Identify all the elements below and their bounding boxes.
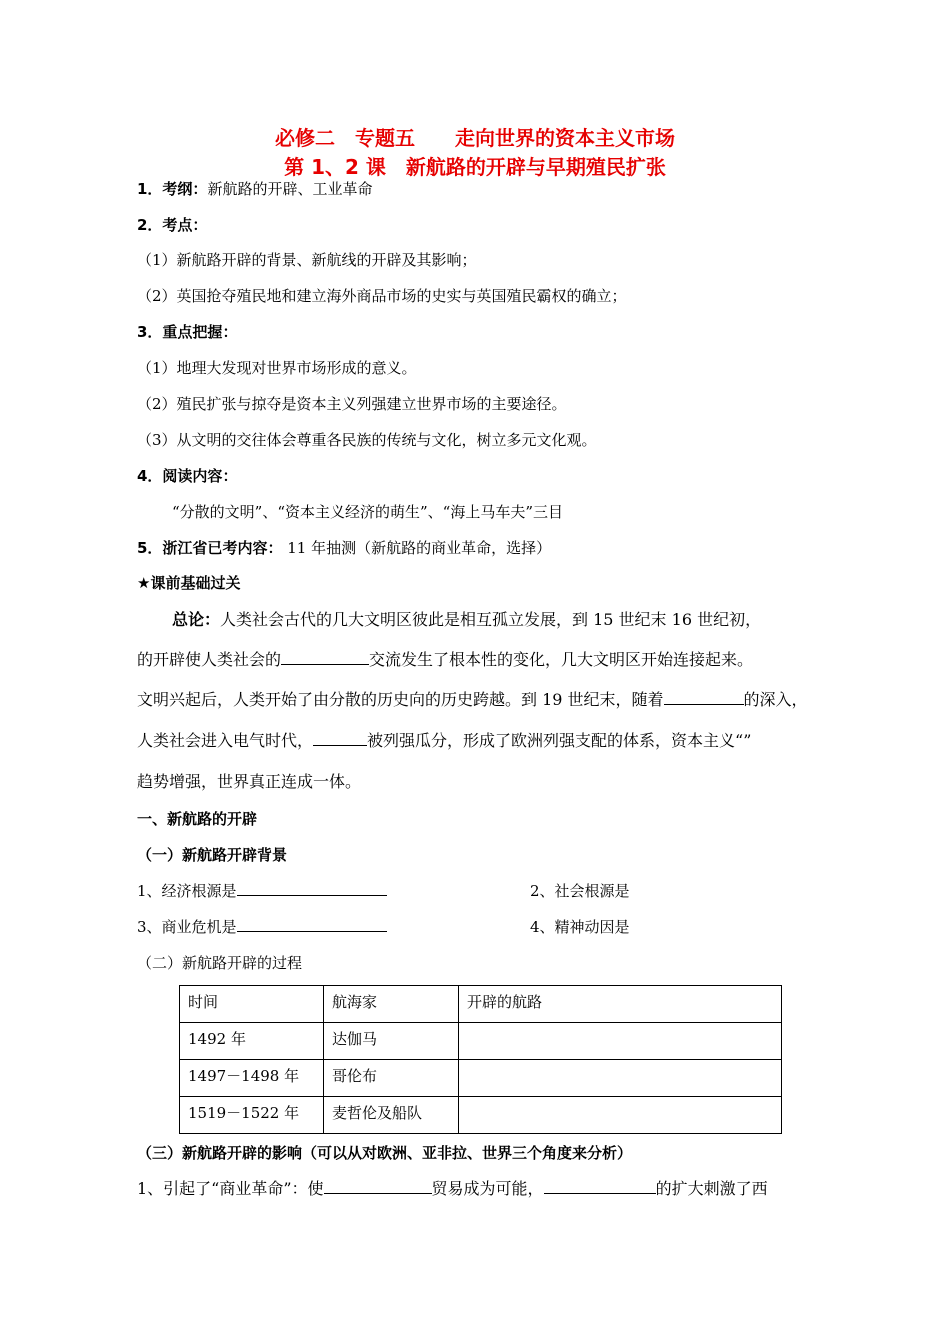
sub-1-heading: （一）新航路开辟背景 — [137, 846, 288, 864]
summary-text-4a: 人类社会进入电气时代， — [137, 731, 314, 750]
summary-text-4b: 被列强瓜分，形成了欧洲列强支配的体系，资本主义“” — [367, 731, 752, 750]
blank-field[interactable] — [281, 650, 369, 665]
section-5-text: 11 年抽测（新航路的商业革命，选择） — [287, 539, 552, 557]
summary-text-2b: 交流发生了根本性的变化，几大文明区开始连接起来。 — [369, 650, 754, 669]
section-2-label: 2．考点： — [137, 216, 208, 234]
background-item-1 — [137, 881, 387, 901]
part-1-heading: 一、新航路的开辟 — [137, 810, 258, 828]
section-5-label: 5．浙江省已考内容： — [137, 539, 283, 557]
summary-text-3b: 的深入， — [743, 690, 808, 709]
header-route: 开辟的航路 — [459, 986, 782, 1023]
section-3-item-3: （3）从文明的交往体会尊重各民族的传统与文化，树立多元文化观。 — [137, 431, 597, 449]
background-item-3-text: 3、商业危机是 — [137, 918, 237, 936]
cell-route[interactable] — [459, 1023, 782, 1060]
cell-route[interactable] — [459, 1097, 782, 1134]
sub-3-heading: （三）新航路开辟的影响（可以从对欧洲、亚非拉、世界三个角度来分析） — [137, 1144, 633, 1162]
summary-line-4 — [137, 731, 751, 751]
navigation-table — [179, 985, 782, 1134]
header-navigator: 航海家 — [324, 986, 459, 1023]
summary-text-2a: 的开辟使人类社会的 — [137, 650, 282, 669]
section-1-label: 1．考纲： — [137, 180, 208, 198]
background-item-4: 4、精神动因是 — [530, 918, 630, 936]
section-1 — [137, 179, 372, 199]
blank-field[interactable] — [544, 1179, 656, 1194]
cell-time: 1519－1522 年 — [180, 1097, 324, 1134]
title-line-1: 必修二 专题五 走向世界的资本主义市场 — [275, 126, 675, 150]
summary-line-1 — [172, 610, 761, 630]
pre-class-heading: ★课前基础过关 — [137, 574, 241, 592]
blank-field[interactable] — [324, 1179, 432, 1194]
table-row — [180, 1097, 782, 1134]
blank-field[interactable] — [237, 881, 387, 896]
section-3-item-2: （2）殖民扩张与掠夺是资本主义列强建立世界市场的主要途径。 — [137, 395, 567, 413]
section-1-text: 新航路的开辟、工业革命 — [207, 180, 373, 198]
blank-field[interactable] — [237, 917, 387, 932]
blank-field[interactable] — [664, 690, 744, 705]
summary-text-1: 人类社会古代的几大文明区彼此是相互孤立发展，到 15 世纪末 16 世纪初， — [220, 610, 762, 629]
summary-line-3 — [137, 690, 808, 710]
cell-time: 1492 年 — [180, 1023, 324, 1060]
summary-line-2 — [137, 650, 753, 670]
title-line-2: 第 1、2 课 新航路的开辟与早期殖民扩张 — [284, 155, 666, 179]
section-3-item-1: （1）地理大发现对世界市场形成的意义。 — [137, 359, 417, 377]
section-4-label: 4．阅读内容： — [137, 467, 238, 485]
background-item-2: 2、社会根源是 — [530, 882, 630, 900]
summary-line-5: 趋势增强，世界真正连成一体。 — [137, 772, 362, 791]
impact-text-b: 贸易成为可能， — [431, 1179, 544, 1198]
background-item-1-text: 1、经济根源是 — [137, 882, 237, 900]
table-row — [180, 1023, 782, 1060]
impact-line-1 — [137, 1179, 768, 1199]
summary-text-3a: 文明兴起后，人类开始了由分散的历史向的历史跨越。到 19 世纪末，随着 — [137, 690, 664, 709]
cell-navigator: 哥伦布 — [324, 1060, 459, 1097]
cell-route[interactable] — [459, 1060, 782, 1097]
summary-label: 总论： — [172, 610, 221, 629]
header-time: 时间 — [180, 986, 324, 1023]
table-header-row — [180, 986, 782, 1023]
blank-field[interactable] — [313, 731, 367, 746]
cell-navigator: 麦哲伦及船队 — [324, 1097, 459, 1134]
cell-navigator: 达伽马 — [324, 1023, 459, 1060]
section-2-item-1: （1）新航路开辟的背景、新航线的开辟及其影响； — [137, 251, 477, 269]
section-4-text: “分散的文明”、“资本主义经济的萌生”、“海上马车夫”三目 — [172, 503, 564, 521]
impact-text-c: 的扩大刺激了西 — [655, 1179, 768, 1198]
cell-time: 1497－1498 年 — [180, 1060, 324, 1097]
section-3-label: 3．重点把握： — [137, 323, 238, 341]
impact-text-a: 1、引起了“商业革命”：使 — [137, 1179, 324, 1198]
sub-2-heading: （二）新航路开辟的过程 — [137, 954, 303, 972]
background-item-3 — [137, 917, 387, 937]
section-2-item-2: （2）英国抢夺殖民地和建立海外商品市场的史实与英国殖民霸权的确立； — [137, 287, 627, 305]
table-row — [180, 1060, 782, 1097]
section-5 — [137, 538, 551, 558]
